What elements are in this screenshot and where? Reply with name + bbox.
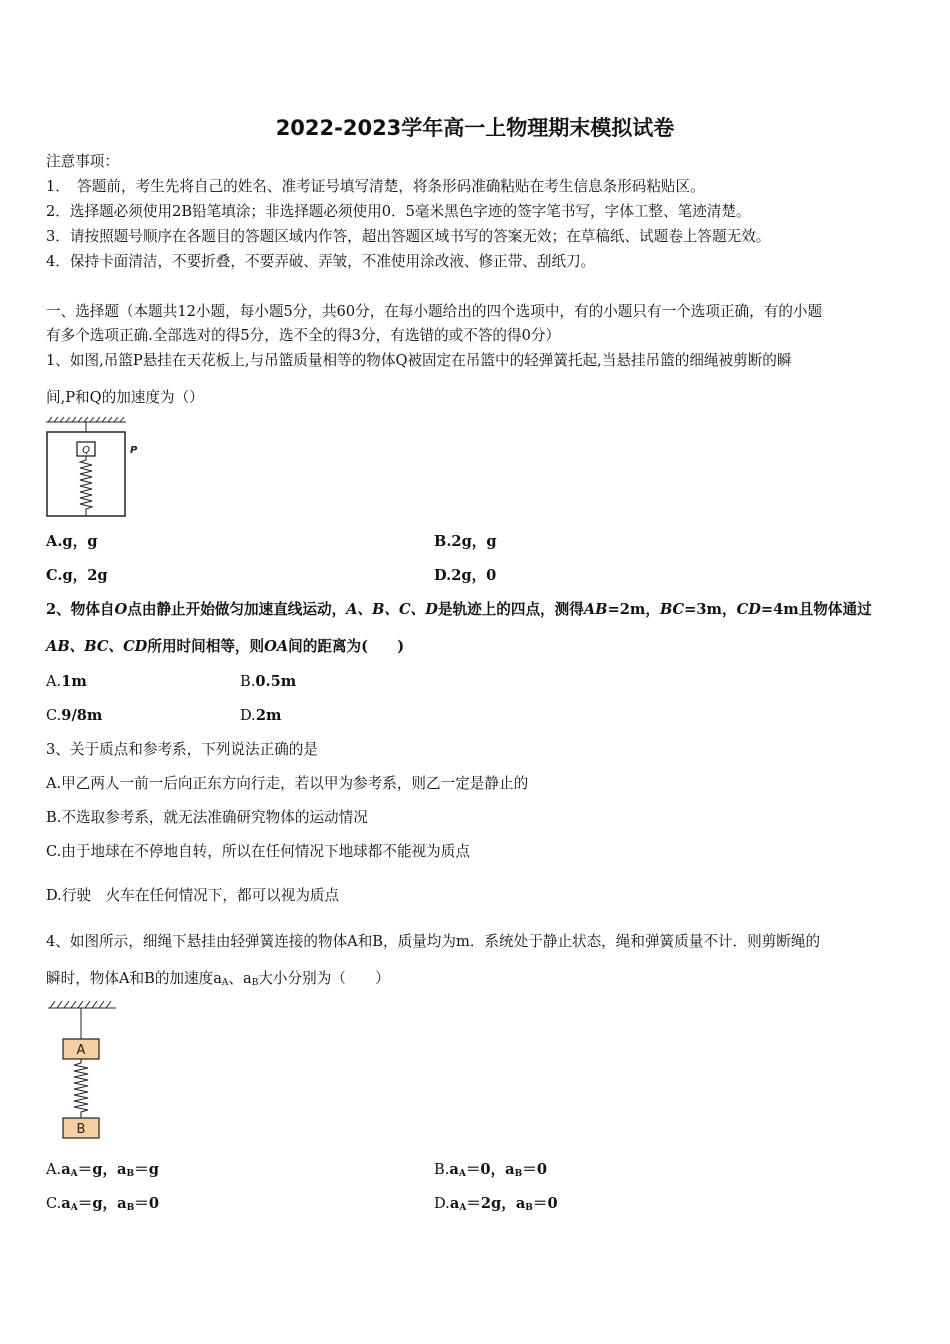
q4-subscript: A: [221, 978, 229, 988]
section-heading-line: 有多个选项正确.全部选对的得5分，选不全的得3分，有选错的或不答的得0分）: [46, 327, 561, 344]
notice-item: 3．请按照题号顺序在各题目的答题区域内作答，超出答题区域书写的答案无效；在草稿纸、试题卷上答题无效。: [46, 228, 771, 245]
option-letter: D.: [240, 707, 256, 724]
q1-option-c[interactable]: C.g，2g: [46, 567, 108, 584]
option-var: a: [117, 1161, 127, 1178]
option-var: a: [449, 1161, 459, 1178]
q3-option-c[interactable]: C.由于地球在不停地自转，所以在任何情况下地球都不能视为质点: [46, 843, 470, 860]
q4-figure-label-a: A: [76, 1043, 86, 1058]
option-value: 1m: [61, 673, 87, 690]
option-letter: A.: [46, 673, 62, 690]
notice-heading: 注意事项：: [46, 153, 119, 170]
q2-text: =4m且物体通过: [760, 601, 872, 618]
option-value: 2m: [255, 707, 282, 724]
section-heading-line: 一、选择题（本题共12小题，每小题5分，共60分，在每小题给出的四个选项中，有的小题只有一个选项正确，有的小题: [46, 303, 823, 320]
option-var: a: [515, 1195, 526, 1212]
option-subscript: A: [459, 1203, 467, 1213]
q2-text: 间的距离为( ): [288, 638, 405, 655]
option-letter: B.: [240, 673, 256, 690]
q4-option-b[interactable]: [434, 1160, 547, 1184]
q2-text: =3m，: [684, 601, 737, 618]
option-value: ＝g，: [77, 1161, 118, 1178]
q2-option-b[interactable]: [240, 672, 296, 692]
option-var: a: [61, 1161, 71, 1178]
option-subscript: A: [70, 1203, 78, 1213]
q4-option-d[interactable]: [434, 1194, 558, 1218]
option-var: a: [505, 1161, 515, 1178]
q4-text: 、a: [228, 970, 252, 987]
q3-option-a[interactable]: A.甲乙两人一前一后向正东方向行走，若以甲为参考系，则乙一定是静止的: [46, 775, 529, 792]
option-var: a: [117, 1195, 127, 1212]
q2-var: O: [114, 601, 128, 618]
q4-option-c[interactable]: [46, 1194, 159, 1218]
q2-var: AB: [583, 601, 608, 618]
q3-option-b[interactable]: B.不选取参考系，就无法准确研究物体的运动情况: [46, 809, 368, 826]
notice-item: 1． 答题前，考生先将自己的姓名、准考证号填写清楚，将条形码准确粘贴在考生信息条形码粘贴区。: [46, 178, 705, 195]
option-value: ＝0，: [465, 1161, 506, 1178]
option-subscript: A: [70, 1169, 78, 1179]
option-value: ＝g，: [77, 1195, 118, 1212]
q2-var: OA: [264, 638, 289, 655]
q4-stem-line: [46, 969, 390, 993]
option-var: a: [449, 1195, 460, 1212]
q1-stem-line: 间,P和Q的加速度为（）: [46, 389, 204, 406]
q1-option-d[interactable]: D.2g，0: [434, 567, 497, 584]
q2-text: 点由静止开始做匀加速直线运动，: [127, 601, 347, 618]
q2-text: =2m，: [607, 601, 660, 618]
q4-text: 大小分别为（ ）: [258, 970, 390, 987]
q4-figure-label-b: B: [76, 1122, 86, 1137]
q2-var: BC: [659, 601, 685, 618]
option-value: ＝0: [522, 1161, 547, 1178]
q2-option-d[interactable]: [240, 706, 281, 726]
q1-stem-line: 1、如图,吊篮P悬挂在天花板上,与吊篮质量相等的物体Q被固定在吊篮中的轻弹簧托起,当悬挂吊篮的细绳被剪断的瞬: [46, 352, 792, 369]
option-letter: C.: [46, 1195, 62, 1212]
q4-stem-line: 4、如图所示，细绳下悬挂由轻弹簧连接的物体A和B，质量均为m．系统处于静止状态，绳和弹簧质量不计．则剪断绳的: [46, 933, 821, 950]
q1-figure-label-p: P: [130, 445, 138, 456]
q2-stem-line: [46, 600, 872, 620]
option-value: ＝0: [532, 1195, 558, 1212]
option-subscript: A: [458, 1169, 466, 1179]
option-value: 9/8m: [61, 707, 103, 724]
option-letter: B.: [434, 1161, 450, 1178]
q1-figure-label-q: Q: [82, 445, 90, 456]
q4-figure-spring-blocks: [44, 996, 124, 1144]
q4-text: 瞬时，物体A和B的加速度a: [46, 970, 222, 987]
q2-option-c[interactable]: [46, 706, 102, 726]
q2-stem-line: [46, 637, 404, 657]
option-subscript: B: [525, 1203, 533, 1213]
q3-option-d[interactable]: D.行驶 火车在任何情况下，都可以视为质点: [46, 887, 340, 904]
q1-option-a[interactable]: A.g，g: [46, 533, 98, 550]
option-letter: D.: [434, 1195, 450, 1212]
option-letter: C.: [46, 707, 62, 724]
q3-stem: 3、关于质点和参考系，下列说法正确的是: [46, 741, 318, 758]
option-value: ＝0: [134, 1195, 159, 1212]
q2-option-a[interactable]: [46, 672, 87, 692]
option-subscript: B: [514, 1169, 523, 1179]
q2-text: 所用时间相等，则: [147, 638, 265, 655]
option-var: a: [61, 1195, 71, 1212]
q4-subscript: B: [251, 978, 259, 988]
option-letter: A.: [46, 1161, 62, 1178]
option-value: ＝g: [134, 1161, 159, 1178]
option-subscript: B: [126, 1169, 135, 1179]
q2-var: A、B、C、D: [346, 601, 438, 618]
q2-var: CD: [736, 601, 761, 618]
notice-item: 2．选择题必须使用2B铅笔填涂；非选择题必须使用0．5毫米黑色字迹的签字笔书写，字体工整、笔迹清楚。: [46, 203, 751, 220]
option-value: ＝2g，: [466, 1195, 516, 1212]
option-subscript: B: [126, 1203, 135, 1213]
option-value: 0.5m: [255, 673, 297, 690]
q1-option-b[interactable]: B.2g，g: [434, 533, 497, 550]
q2-var: AB、BC、CD: [46, 638, 148, 655]
notice-item: 4．保持卡面清洁，不要折叠，不要弄破、弄皱，不准使用涂改液、修正带、刮纸刀。: [46, 253, 596, 270]
q1-figure-basket: [44, 416, 144, 522]
q4-option-a[interactable]: [46, 1160, 159, 1184]
q2-text: 2、物体自: [46, 601, 115, 618]
page-title: 2022-2023学年高一上物理期末模拟试卷: [275, 116, 675, 140]
q2-text: 是轨迹上的四点，测得: [437, 601, 584, 618]
